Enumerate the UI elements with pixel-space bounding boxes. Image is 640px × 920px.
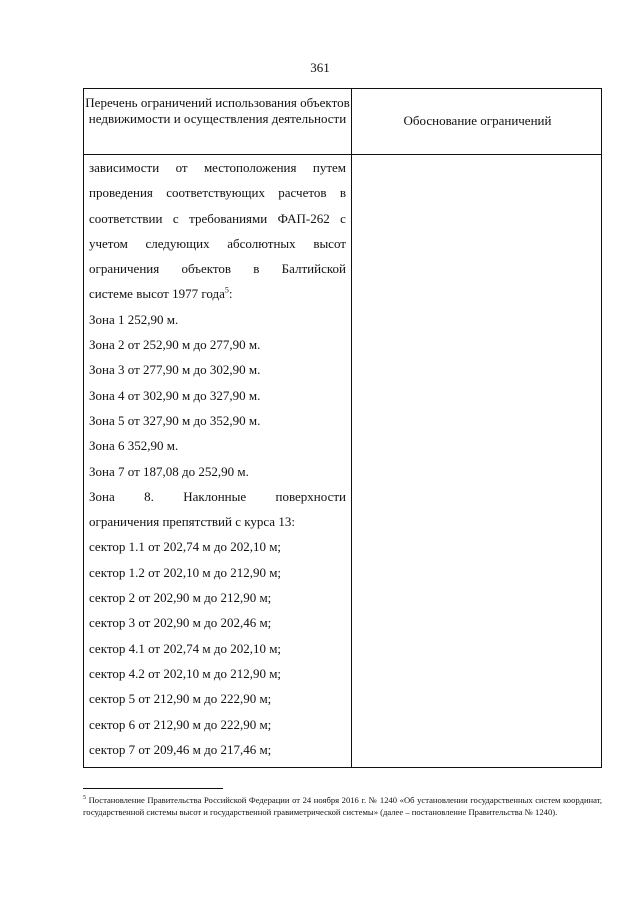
line-text: Зона 7 от 187,08 до 252,90 м.	[89, 463, 249, 479]
footnote-text: Постановление Правительства Российской Федерации от 24 ноября 2016 г. № 1240 «Об установлении государственных систем координат, государственной системы высот и государственной гравиметрической системы» (далее – постановление Правительства № 1240).	[83, 795, 602, 817]
restrictions-table	[83, 88, 602, 768]
text-line	[89, 231, 346, 256]
word: ФАП-262	[277, 210, 330, 226]
page-number: 361	[310, 60, 330, 75]
word: местоположения	[203, 160, 297, 175]
text-line	[89, 509, 346, 534]
line-text: системе высот 1977 года	[89, 286, 225, 302]
word: требованиями	[189, 210, 268, 226]
text-line	[89, 459, 346, 484]
footnote-number: 5	[83, 795, 86, 802]
word: от	[175, 160, 188, 175]
word: учетом	[89, 235, 128, 251]
header-justification: Обоснование ограничений	[403, 113, 552, 128]
text-line	[89, 206, 346, 231]
text-line	[89, 585, 346, 610]
text-line	[89, 256, 346, 281]
line-text: Зона 5 от 327,90 м до 352,90 м.	[89, 412, 261, 428]
word: путем	[312, 160, 346, 175]
text-line	[89, 610, 346, 635]
line-text: сектор 3 от 202,90 м до 202,46 м;	[89, 615, 272, 631]
word: Зона	[89, 488, 115, 504]
restrictions-text-cell	[89, 155, 346, 762]
word: Балтийской	[281, 261, 346, 277]
line-suffix: :	[228, 286, 233, 302]
header-restrictions-list: Перечень ограничений использования объектов недвижимости и осуществления деятельности	[85, 95, 350, 126]
text-line	[89, 737, 346, 762]
word: соответствии	[89, 210, 163, 226]
word: 8.	[144, 488, 154, 504]
line-text: Зона 2 от 252,90 м до 277,90 м.	[89, 337, 261, 353]
word: высот	[313, 235, 346, 251]
word: поверхности	[275, 488, 346, 504]
line-text: сектор 7 от 209,46 м до 217,46 м;	[89, 741, 272, 757]
text-line	[89, 155, 346, 180]
line-text: Зона 4 от 302,90 м до 327,90 м.	[89, 387, 261, 403]
line-text: сектор 1.1 от 202,74 м до 202,10 м;	[89, 539, 282, 555]
word: абсолютных	[227, 235, 296, 251]
line-text: Зона 6 352,90 м.	[89, 438, 179, 454]
text-line	[89, 357, 346, 382]
line-text: сектор 6 от 212,90 м до 222,90 м;	[89, 716, 272, 732]
word: зависимости	[89, 160, 160, 175]
text-line	[89, 332, 346, 357]
text-line	[89, 661, 346, 686]
line-text: сектор 5 от 212,90 м до 222,90 м;	[89, 691, 272, 707]
text-line	[89, 383, 346, 408]
text-line	[89, 560, 346, 585]
line-text: сектор 1.2 от 202,10 м до 212,90 м;	[89, 564, 282, 580]
text-line	[89, 281, 346, 306]
word: следующих	[145, 235, 210, 251]
text-line	[89, 433, 346, 458]
text-line	[89, 534, 346, 559]
line-text: сектор 4.1 от 202,74 м до 202,10 м;	[89, 640, 282, 656]
word: в	[339, 185, 346, 201]
text-line	[89, 636, 346, 661]
word: объектов	[181, 261, 232, 277]
text-line	[89, 686, 346, 711]
line-text: ограничения препятствий с курса 13:	[89, 514, 295, 530]
word: в	[253, 261, 260, 277]
word: расчетов	[278, 185, 327, 201]
word: соответствующих	[166, 185, 265, 201]
line-text: Зона 3 от 277,90 м до 302,90 м.	[89, 362, 261, 378]
column-divider	[351, 89, 352, 767]
word: ограничения	[89, 261, 160, 277]
word: Наклонные	[183, 488, 247, 504]
line-text: сектор 4.2 от 202,10 м до 212,90 м;	[89, 665, 282, 681]
word: проведения	[89, 185, 153, 201]
line-text: сектор 2 от 202,90 м до 212,90 м;	[89, 590, 272, 606]
text-line	[89, 307, 346, 332]
footnote-separator	[83, 788, 223, 789]
footnote	[83, 795, 602, 818]
text-line	[89, 484, 346, 509]
word: с	[340, 210, 346, 226]
line-text: Зона 1 252,90 м.	[89, 311, 179, 327]
text-line	[89, 712, 346, 737]
word: с	[172, 210, 179, 226]
text-line	[89, 180, 346, 205]
table-header-row	[84, 89, 601, 155]
footnote-reference: 5	[224, 286, 229, 296]
text-line	[89, 408, 346, 433]
